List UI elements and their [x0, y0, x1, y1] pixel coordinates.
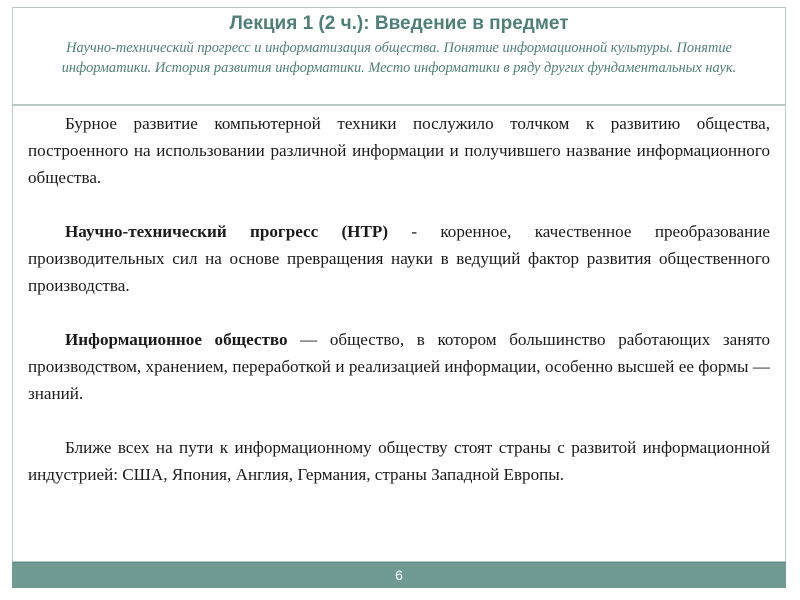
- paragraph-1-text: Бурное развитие компьютерной техники послужило толчком к развитию общества, построенного на использовании различной информации и получившего название информационного общества.: [28, 114, 770, 187]
- paragraph-4: [28, 434, 770, 488]
- slide-subtitle: Научно-технический прогресс и информатизация общества. Понятие информационной культуры. Понятие информатики. История развития информатики. Место информатики в ряду других фундаментальных наук.: [61, 40, 737, 76]
- header-divider: [12, 104, 786, 106]
- paragraph-3-text: — общество, в котором большинство работающих занято производством, хранением, переработкой и реализацией информации, особенно высшей ее формы — знаний.: [28, 330, 770, 403]
- page-number: 6: [395, 567, 403, 583]
- paragraph-4-text: Ближе всех на пути к информационному обществу стоят страны с развитой информационной индустрией: США, Япония, Англия, Германия, страны Западной Европы.: [28, 438, 770, 484]
- slide-title: Лекция 1 (2 ч.): Введение в предмет: [229, 13, 569, 34]
- paragraph-3-term: Информационное общество: [65, 330, 288, 349]
- slide-footer: [12, 562, 786, 588]
- paragraph-2-text: - коренное, качественное преобразование производительных сил на основе превращения науки в ведущий фактор развития общественного производства.: [28, 222, 770, 295]
- slide-header: [14, 8, 784, 106]
- paragraph-3: [28, 326, 770, 407]
- paragraph-2-term: Научно-технический прогресс (НТР): [65, 222, 389, 241]
- paragraph-1: [28, 110, 770, 191]
- slide-body: [28, 110, 770, 550]
- paragraph-2: [28, 218, 770, 299]
